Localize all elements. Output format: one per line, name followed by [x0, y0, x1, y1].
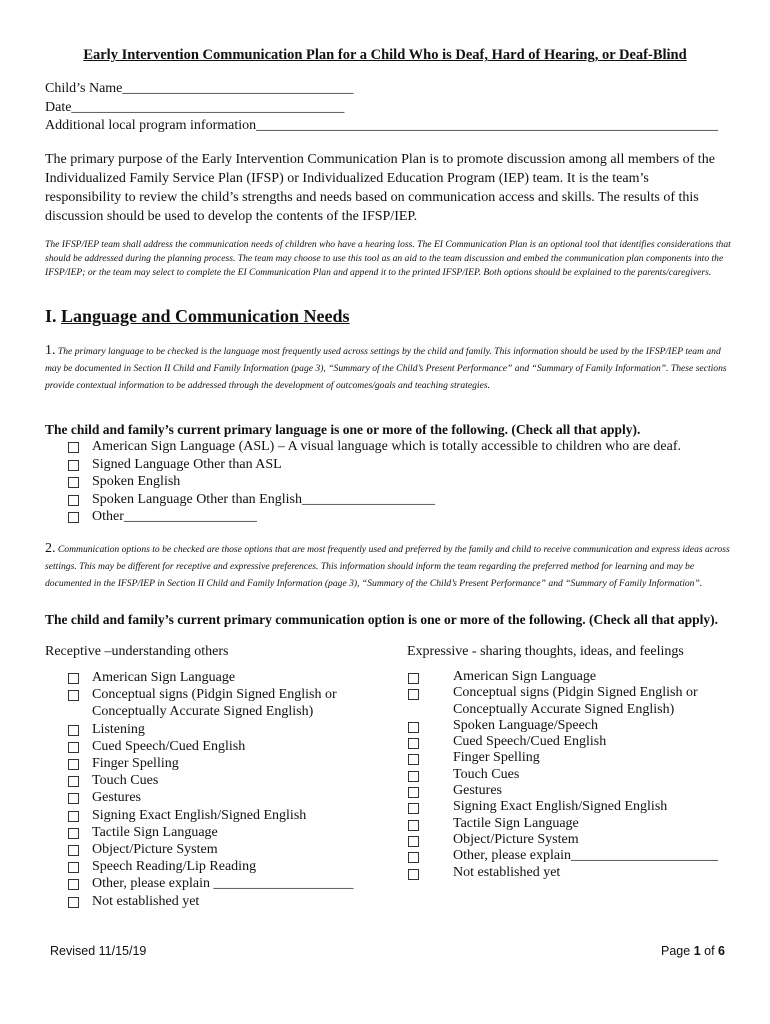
- childs-name-field: Child’s Name_________________________________: [45, 81, 354, 96]
- checkbox-label: Other, please explain_____________________: [453, 848, 719, 864]
- receptive-heading: Receptive –understanding others: [45, 644, 229, 659]
- checkbox-label: Conceptual signs (Pidgin Signed English or Conceptually Accurate Signed English): [453, 685, 698, 717]
- checklist-item: [68, 858, 358, 875]
- receptive-checklist: [68, 669, 358, 910]
- checkbox[interactable]: [408, 820, 419, 831]
- checkbox[interactable]: [408, 689, 419, 700]
- checklist-item: [68, 824, 358, 841]
- checkbox-label: Not established yet: [92, 893, 200, 909]
- page-number: [661, 944, 725, 958]
- checkbox[interactable]: [68, 862, 79, 873]
- revised-date: Revised 11/15/19: [50, 944, 147, 958]
- checklist-item: [408, 685, 728, 718]
- checkbox-label: Other, please explain ____________________: [92, 876, 354, 892]
- checkbox[interactable]: [68, 725, 79, 736]
- section-number: I.: [45, 306, 57, 326]
- checkbox-label: Tactile Sign Language: [92, 824, 218, 840]
- section-title: Language and Communication Needs: [61, 306, 350, 326]
- checkbox-label: Signed Language Other than ASL: [92, 456, 282, 472]
- checklist-item: [68, 491, 681, 509]
- checklist-item: [408, 832, 728, 848]
- checkbox-label: American Sign Language: [453, 669, 597, 684]
- checklist-item: [408, 750, 728, 766]
- checklist-item: [68, 438, 681, 456]
- checkbox-label: Spoken Language/Speech: [453, 717, 599, 733]
- checklist-item: [68, 456, 681, 474]
- expressive-checklist: [408, 669, 728, 881]
- checkbox-label: Signing Exact English/Signed English: [92, 807, 307, 823]
- current-page: 1: [693, 944, 701, 958]
- checkbox-label: Gestures: [453, 783, 502, 799]
- checklist-item: [68, 721, 358, 738]
- checkbox-label: Other___________________: [92, 509, 257, 524]
- checklist-item: [408, 734, 728, 750]
- checkbox-label: Signing Exact English/Signed English: [453, 799, 668, 815]
- checkbox[interactable]: [68, 742, 79, 753]
- checkbox[interactable]: [408, 803, 419, 814]
- checkbox-label: Tactile Sign Language: [453, 815, 579, 831]
- checkbox-label: Gestures: [92, 790, 141, 806]
- checkbox[interactable]: [68, 477, 79, 488]
- question-primary-language: The child and family’s current primary language is one or more of the following. (Check all that apply).: [45, 422, 641, 437]
- checkbox[interactable]: [68, 673, 79, 684]
- checkbox[interactable]: [68, 690, 79, 701]
- checkbox[interactable]: [408, 771, 419, 782]
- of-label: of: [704, 944, 715, 958]
- checkbox-label: Finger Spelling: [453, 750, 540, 766]
- checkbox[interactable]: [68, 759, 79, 770]
- checklist-item: [408, 848, 728, 864]
- checkbox[interactable]: [408, 738, 419, 749]
- item-1-number: 1.: [45, 343, 56, 358]
- checkbox-label: Speech Reading/Lip Reading: [92, 859, 257, 875]
- intro-paragraph: The primary purpose of the Early Intervention Communication Plan is to promote discussion among all members of the Individualized Family Service Plan (IFSP) or Individualized Education Program (IEP) team. It is the team’s responsibility to review the child’s strengths and needs based on communication access and skills. The results of this discussion should be used to develop the contents of the IFSP/IEP.: [45, 152, 715, 224]
- checklist-item: [68, 772, 358, 789]
- page-label: Page: [661, 944, 691, 958]
- total-pages: 6: [718, 944, 725, 958]
- document-title: Early Intervention Communication Plan for a Child Who is Deaf, Hard of Hearing, or Deaf-Blind: [83, 47, 687, 63]
- checkbox[interactable]: [68, 460, 79, 471]
- checkbox[interactable]: [408, 673, 419, 684]
- checklist-item: [408, 816, 728, 832]
- checkbox-label: Cued Speech/Cued English: [92, 738, 246, 754]
- checkbox[interactable]: [68, 811, 79, 822]
- checkbox[interactable]: [68, 897, 79, 908]
- checklist-item: [68, 508, 681, 526]
- language-checklist: [68, 438, 681, 526]
- checkbox[interactable]: [408, 787, 419, 798]
- checkbox-label: American Sign Language: [92, 670, 236, 685]
- checkbox[interactable]: [68, 879, 79, 890]
- checkbox-label: Listening: [92, 721, 145, 737]
- checkbox[interactable]: [408, 869, 419, 880]
- item-2-paragraph: [45, 540, 735, 592]
- checkbox[interactable]: [68, 828, 79, 839]
- checklist-item: [408, 865, 728, 881]
- checkbox[interactable]: [68, 495, 79, 506]
- checkbox[interactable]: [68, 512, 79, 523]
- checkbox[interactable]: [68, 442, 79, 453]
- additional-info-field: Additional local program information__________________________________________________________________: [45, 118, 719, 133]
- checklist-item: [68, 669, 358, 686]
- checkbox-label: Not established yet: [453, 864, 561, 880]
- checkbox[interactable]: [408, 754, 419, 765]
- item-1-text: The primary language to be checked is the language most frequently used across settings by the child and family. This information should be used by the IFSP/IEP team and may be documented in Section II Child and Family Information (page 3), “Summary of the Child’s Present Performance” and “Summary of Family Information”. These sections provide contextual information to be addressed through the development of outcomes/goals and teaching strategies.: [45, 346, 727, 391]
- checkbox[interactable]: [408, 722, 419, 733]
- checkbox-label: Spoken Language Other than English___________________: [92, 491, 435, 507]
- checklist-item: [68, 738, 358, 755]
- checkbox[interactable]: [68, 845, 79, 856]
- checkbox[interactable]: [68, 776, 79, 787]
- checkbox-label: Cued Speech/Cued English: [453, 734, 607, 750]
- checklist-item: [68, 841, 358, 858]
- expressive-heading: Expressive - sharing thoughts, ideas, and feelings: [407, 644, 684, 659]
- item-2-number: 2.: [45, 541, 56, 556]
- checklist-item: [68, 755, 358, 772]
- checklist-item: [68, 473, 681, 491]
- checkbox-label: Finger Spelling: [92, 756, 179, 772]
- checkbox-label: Touch Cues: [92, 773, 159, 789]
- question-communication-option: The child and family’s current primary communication option is one or more of the following. (Check all that apply).: [45, 612, 718, 627]
- checklist-item: [68, 807, 358, 824]
- checklist-item: [408, 799, 728, 815]
- checkbox-label: Conceptual signs (Pidgin Signed English or Conceptually Accurate Signed English): [92, 687, 337, 720]
- date-field: Date_______________________________________: [45, 100, 345, 115]
- team-note: The IFSP/IEP team shall address the communication needs of children who have a hearing loss. The EI Communication Plan is an optional tool that identifies considerations that should be addressed during the planning process. The team may choose to use this tool as an aid to the team discussion and embed the communication plan components into the IFSP/IEP; or the team may select to complete the EI Communication Plan and append it to the printed IFSP/IEP. Both options should be explained to the parents/caregivers.: [45, 239, 731, 278]
- item-1-paragraph: [45, 342, 735, 394]
- checkbox-label: Touch Cues: [453, 766, 520, 782]
- checkbox[interactable]: [408, 852, 419, 863]
- checkbox-label: Object/Picture System: [453, 831, 579, 847]
- checkbox-label: Object/Picture System: [92, 842, 218, 858]
- checklist-item: [408, 767, 728, 783]
- checkbox-label: Spoken English: [92, 474, 181, 489]
- section-heading: [45, 306, 350, 327]
- checkbox[interactable]: [408, 836, 419, 847]
- checklist-item: [408, 718, 728, 734]
- checklist-item: [68, 893, 358, 910]
- checklist-item: [68, 875, 358, 892]
- checkbox-label: American Sign Language (ASL) – A visual language which is totally accessible to children who are deaf.: [92, 439, 681, 454]
- checkbox[interactable]: [68, 793, 79, 804]
- checklist-item: [68, 686, 358, 720]
- checklist-item: [408, 669, 728, 685]
- checklist-item: [408, 783, 728, 799]
- item-2-text: Communication options to be checked are those options that are most frequently used and preferred by the family and child to receive communication and express ideas across settings. This may be different for receptive and expressive preferences. This information should inform the team regarding the preferred method for learning and may be documented in the IFSP/IEP in Section II Child and Family Information (page 3), “Summary of the Child’s Present Performance” and “Summary of Family Information”.: [45, 544, 730, 589]
- checklist-item: [68, 789, 358, 806]
